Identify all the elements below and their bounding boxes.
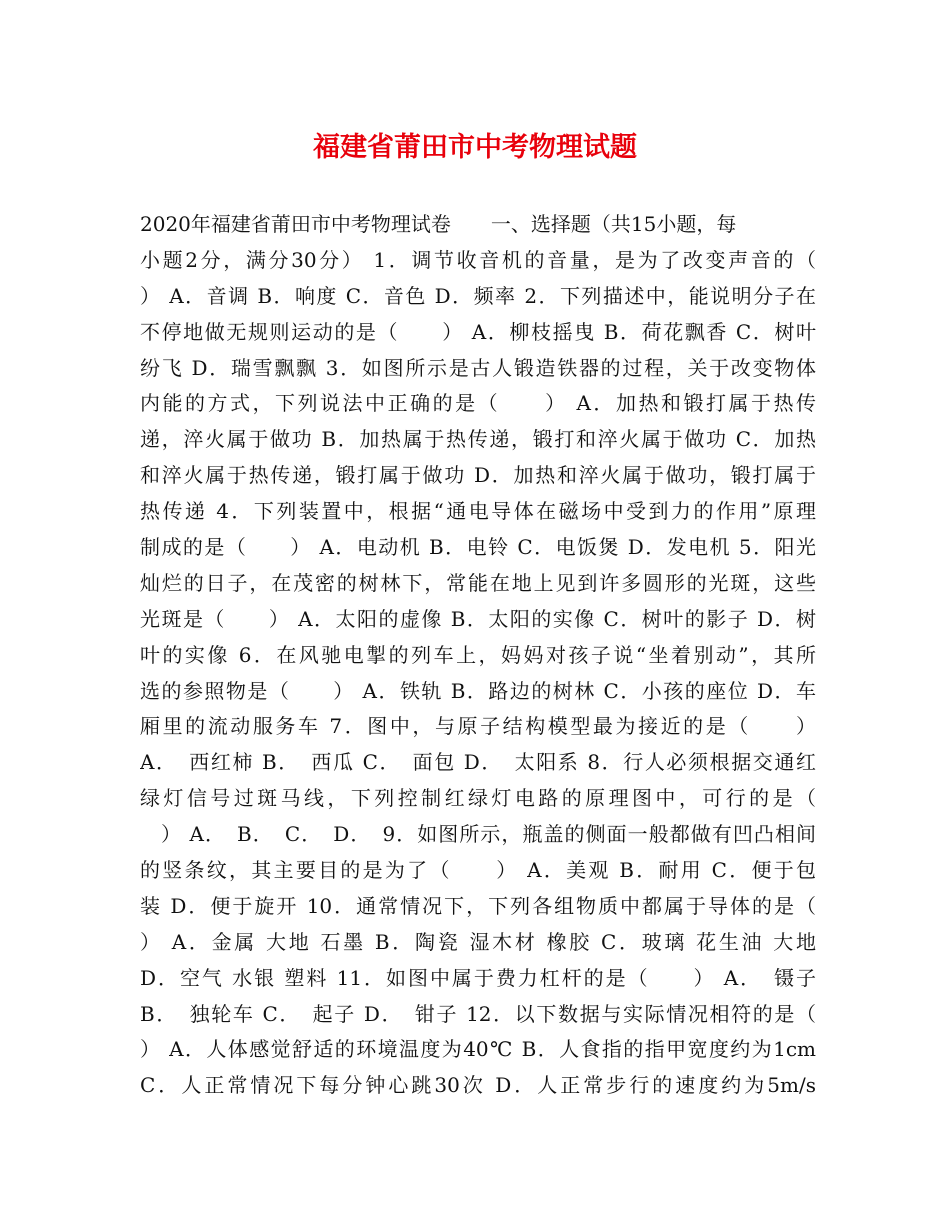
text-line: D．空气 水银 塑料 11．如图中属于费力杠杆的是（ ） A． 镊子 bbox=[140, 965, 816, 990]
text-line: ） A．人体感觉舒适的环境温度为40℃ B．人食指的指甲宽度约为1cm bbox=[140, 1037, 816, 1062]
document-body bbox=[140, 207, 816, 1104]
text-line: 小题2分，满分30分） 1．调节收音机的音量，是为了改变声音的（ bbox=[140, 247, 816, 272]
text-line: ） A． B． C． D． 9．如图所示，瓶盖的侧面一般都做有凹凸相间 bbox=[140, 822, 816, 847]
text-line: ） A．金属 大地 石墨 B．陶瓷 湿木材 橡胶 C．玻璃 花生油 大地 bbox=[140, 929, 816, 954]
text-line: 内能的方式，下列说法中正确的是（ ） A．加热和锻打属于热传 bbox=[140, 391, 816, 416]
text-line: 不停地做无规则运动的是（ ） A．柳枝摇曳 B．荷花飘香 C．树叶 bbox=[140, 319, 816, 344]
text-line: ） A．音调 B．响度 C．音色 D．频率 2．下列描述中，能说明分子在 bbox=[140, 283, 816, 308]
text-line: 递，淬火属于做功 B．加热属于热传递，锻打和淬火属于做功 C．加热 bbox=[140, 427, 816, 452]
text-line: 制成的是（ ） A．电动机 B．电铃 C．电饭煲 D．发电机 5．阳光 bbox=[140, 535, 816, 560]
text-line: 光斑是（ ） A．太阳的虚像 B．太阳的实像 C．树叶的影子 D．树 bbox=[140, 606, 816, 631]
text-line: 叶的实像 6．在风驰电掣的列车上，妈妈对孩子说“坐着别动”，其所 bbox=[140, 642, 816, 667]
text-line: 装 D．便于旋开 10．通常情况下，下列各组物质中都属于导体的是（ bbox=[140, 893, 816, 918]
text-line: A． 西红柿 B． 西瓜 C． 面包 D． 太阳系 8．行人必须根据交通红 bbox=[140, 750, 816, 775]
text-line: 和淬火属于热传递，锻打属于做功 D．加热和淬火属于做功，锻打属于 bbox=[140, 463, 816, 488]
text-line: 纷飞 D．瑞雪飘飘 3．如图所示是古人锻造铁器的过程，关于改变物体 bbox=[140, 355, 816, 380]
text-line: C．人正常情况下每分钟心跳30次 D．人正常步行的速度约为5m/s bbox=[140, 1073, 816, 1098]
text-line: 绿灯信号过斑马线，下列控制红绿灯电路的原理图中，可行的是（ bbox=[140, 786, 816, 811]
document-title: 福建省莆田市中考物理试题 bbox=[313, 132, 637, 163]
text-line: B． 独轮车 C． 起子 D． 钳子 12．以下数据与实际情况相符的是（ bbox=[140, 1001, 816, 1026]
text-line: 的竖条纹，其主要目的是为了（ ） A．美观 B．耐用 C．便于包 bbox=[140, 858, 816, 883]
text-line: 热传递 4．下列装置中，根据“通电导体在磁场中受到力的作用”原理 bbox=[140, 499, 816, 524]
text-line: 厢里的流动服务车 7．图中，与原子结构模型最为接近的是（ ） bbox=[140, 714, 816, 739]
text-line: 2020年福建省莆田市中考物理试卷 一、选择题（共15小题，每 bbox=[140, 212, 737, 236]
text-line: 选的参照物是（ ） A．铁轨 B．路边的树林 C．小孩的座位 D．车 bbox=[140, 678, 816, 703]
text-line: 灿烂的日子，在茂密的树林下，常能在地上见到许多圆形的光斑，这些 bbox=[140, 570, 816, 595]
